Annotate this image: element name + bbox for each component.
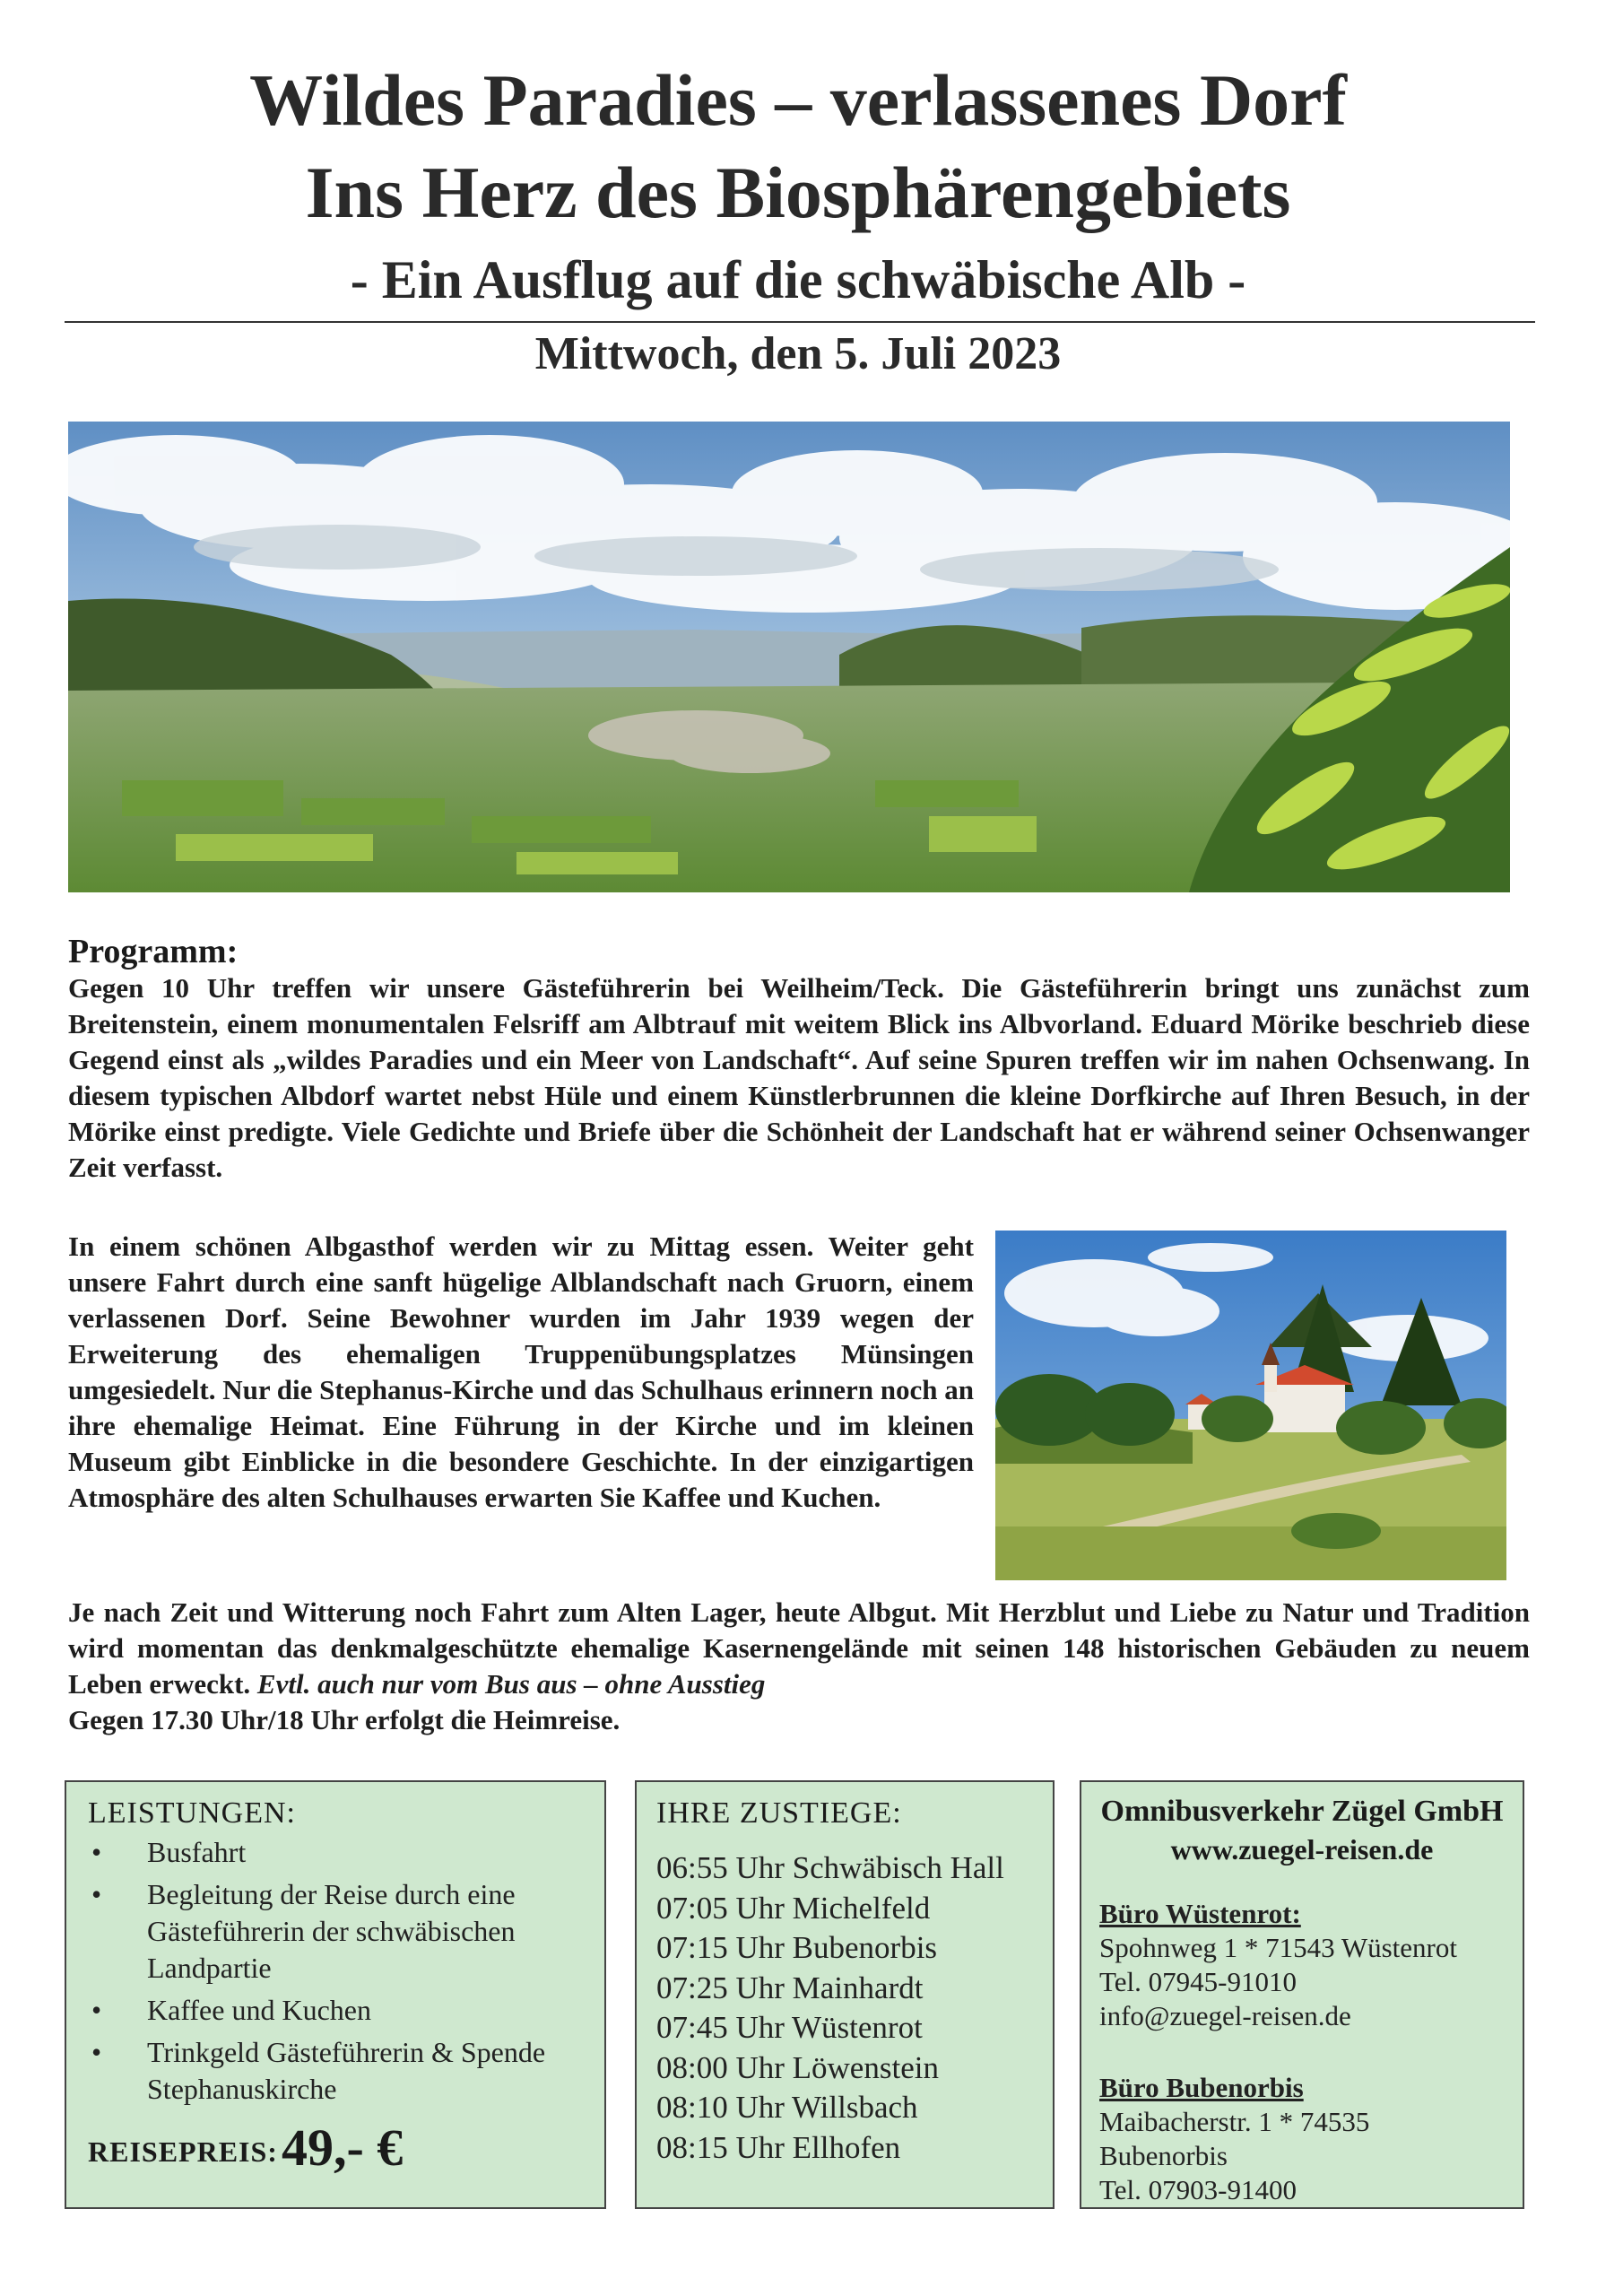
program-paragraph-3 bbox=[68, 1595, 1530, 1738]
office-town: Bubenorbis bbox=[1099, 2140, 1228, 2171]
services-box bbox=[65, 1780, 606, 2209]
office-bubenorbis bbox=[1099, 2071, 1512, 2207]
stops-heading: IHRE ZUSTIEGE: bbox=[656, 1796, 902, 1830]
office-street: Maibacherstr. 1 * 74535 bbox=[1099, 2106, 1370, 2137]
list-item: 08:15 Uhr Ellhofen bbox=[656, 2129, 901, 2165]
list-item: • Kaffee und Kuchen bbox=[88, 1992, 590, 2029]
list-item: 07:05 Uhr Michelfeld bbox=[656, 1890, 931, 1926]
list-item: 08:10 Uhr Willsbach bbox=[656, 2090, 918, 2125]
program-paragraph-2: In einem schönen Albgasthof werden wir zu Mittag essen. Weiter geht unsere Fahrt durch eine sanft hügelige Alblandschaft nach Gruorn, einem verlassenen Dorf. Seine Bewohner wurden im Jahr 1939 wegen der Erweiterung des ehemaligen Truppenübungsplatzes Münsingen umgesiedelt. Nur die Stephanus-Kirche und das Schulhaus erinnern noch an ihre ehemalige Heimat. Eine Führung in der Kirche und im kleinen Museum gibt Einblicke in die besondere Geschichte. In der einzigartigen Atmosphäre des alten Schulhauses erwarten Sie Kaffee und Kuchen. bbox=[68, 1231, 975, 1513]
panorama-illustration bbox=[68, 422, 1510, 892]
program-paragraph-4: Gegen 17.30 Uhr/18 Uhr erfolgt die Heimreise. bbox=[68, 1704, 621, 1735]
list-item: 06:55 Uhr Schwäbisch Hall bbox=[656, 1850, 1004, 1885]
stops-list bbox=[656, 1848, 1004, 2168]
office-email[interactable]: info@zuegel-reisen.de bbox=[1099, 2000, 1351, 2031]
landscape-panorama-photo bbox=[68, 422, 1510, 892]
services-heading: LEISTUNGEN: bbox=[88, 1796, 296, 1830]
services-list bbox=[88, 1834, 590, 2113]
price-label: REISEPREIS: bbox=[88, 2135, 278, 2168]
office-wuestenrot bbox=[1099, 1897, 1512, 2033]
title-line-2: Ins Herz des Biosphärengebiets bbox=[305, 152, 1291, 233]
bullet-icon: • bbox=[91, 1994, 102, 2026]
program-paragraph-3-note: Evtl. auch nur vom Bus aus – ohne Ausstieg bbox=[256, 1668, 766, 1700]
contact-box bbox=[1080, 1780, 1524, 2209]
office-phone: Tel. 07903-91400 bbox=[1099, 2174, 1297, 2205]
program-heading: Programm: bbox=[68, 933, 239, 970]
office-phone: Tel. 07945-91010 bbox=[1099, 1966, 1297, 1997]
stops-box bbox=[635, 1780, 1055, 2209]
title-line-3: - Ein Ausflug auf die schwäbische Alb - bbox=[350, 250, 1246, 309]
office-heading: Büro Wüstenrot: bbox=[1099, 1898, 1301, 1929]
company-website[interactable]: www.zuegel-reisen.de bbox=[1170, 1833, 1434, 1866]
bullet-icon: • bbox=[91, 2036, 102, 2068]
office-address: Spohnweg 1 * 71543 Wüstenrot bbox=[1099, 1932, 1457, 1963]
list-item: • Trinkgeld Gästeführerin & Spende Stephanuskirche bbox=[91, 2036, 546, 2105]
church-village-photo bbox=[995, 1231, 1506, 1580]
title-line-1: Wildes Paradies – verlassenes Dorf bbox=[249, 59, 1347, 141]
bullet-icon: • bbox=[91, 1836, 102, 1868]
church-illustration bbox=[995, 1231, 1506, 1580]
list-item: • Begleitung der Reise durch eine Gästeführerin der schwäbischen Landpartie bbox=[91, 1878, 516, 1984]
list-item: 08:00 Uhr Löwenstein bbox=[656, 2049, 939, 2085]
list-item: 07:25 Uhr Mainhardt bbox=[656, 1970, 924, 2005]
company-name: Omnibusverkehr Zügel GmbH bbox=[1100, 1795, 1504, 1828]
list-item: 07:45 Uhr Wüstenrot bbox=[656, 2010, 923, 2045]
trip-price bbox=[88, 2118, 403, 2178]
trip-date: Mittwoch, den 5. Juli 2023 bbox=[534, 328, 1062, 379]
list-item: • Busfahrt bbox=[88, 1834, 590, 1871]
bullet-icon: • bbox=[91, 1878, 102, 1910]
office-heading: Büro Bubenorbis bbox=[1099, 2072, 1304, 2103]
program-paragraph-3-text: Je nach Zeit und Witterung noch Fahrt zum Alten Lager, heute Albgut. Mit Herzblut und Liebe zu Natur und Tradition wird momentan das denkmalgeschützte ehemalige Kasernengelände mit seinen 148 historischen Gebäuden zu neuem Leben erweckt. bbox=[68, 1596, 1530, 1700]
program-paragraph-1: Gegen 10 Uhr treffen wir unsere Gästeführerin bei Weilheim/Teck. Die Gästeführerin bringt uns zunächst zum Breitenstein, einem monumentalen Felsriff am Albtrauf mit weitem Blick ins Albvorland. Eduard Mörike beschrieb diese Gegend einst als „wildes Paradies und ein Meer von Landschaft“. Auf seine Spuren treffen wir im nahen Ochsenwang. In diesem typischen Albdorf wartet nebst Hüle und einem Künstlerbrunnen die kleine Dorfkirche auf Ihren Besuch, in der Mörike einst predigte. Viele Gedichte und Briefe über die Schönheit der Landschaft hat er während seiner Ochsenwanger Zeit verfasst. bbox=[68, 972, 1530, 1183]
price-value: 49,- € bbox=[281, 2118, 404, 2177]
list-item: 07:15 Uhr Bubenorbis bbox=[656, 1930, 938, 1965]
